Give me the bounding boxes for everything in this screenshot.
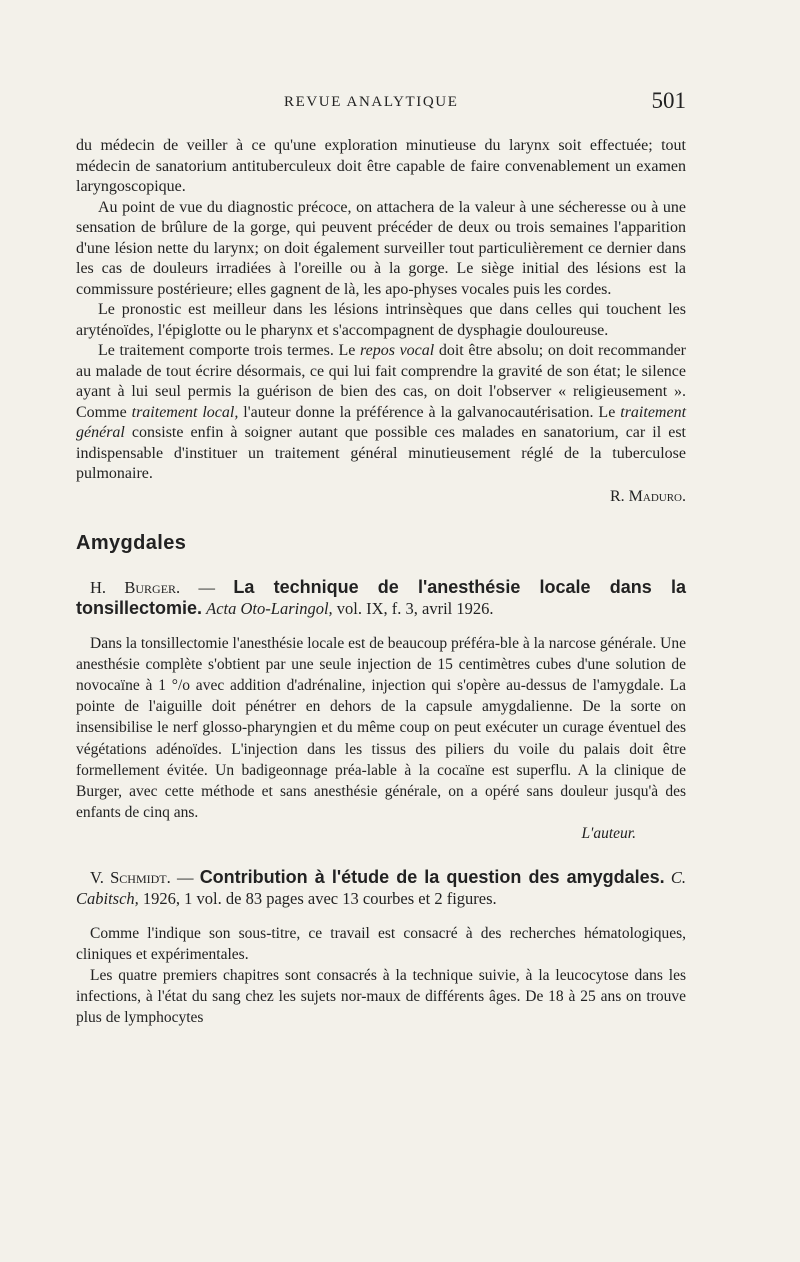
treatment-vocal-rest: repos vocal — [359, 342, 435, 359]
abstract-schmidt-p2: Les quatre premiers chapitres sont consacrés à la technique suivie, à la leucocytose dans les infections, à l'état du sang chez les sujets nor-maux de différents âges. De 18 à 25 ans on trouve plus de lymphocytes — [76, 966, 686, 1027]
reference-schmidt — [76, 867, 686, 909]
paragraph-treatment — [76, 341, 686, 485]
page-number: 501 — [651, 88, 686, 113]
treatment-general: traitement général — [76, 403, 687, 441]
paragraph-prognosis: Le pronostic est meilleur dans les lésions intrinsèques que dans celles qui touchent les aryténoïdes, l'épiglotte ou le pharynx et s'accompagnent de dysphagie douloureuse. — [76, 301, 686, 339]
running-title: REVUE ANALYTIQUE — [284, 94, 459, 110]
paragraph-early-diagnosis: Au point de vue du diagnostic précoce, on attachera de la valeur à une sécheresse ou à une sensation de brûlure de la gorge, qui peuvent précéder de deux ou trois semaines l'apparition d'une lésion nette du larynx; on doit également surveiller tout particulièrement ce dernier dans les cas de douleurs irradiées à l'oreille ou à la gorge. Le siège initial des lésions est la commissure postérieure; elles gagnent de là, les apo-physes vocales puis les cordes. — [76, 198, 686, 298]
treatment-text-c: l'auteur donne la préférence à la galvanocautérisation. Le — [238, 403, 621, 421]
reviewer-signature: R. Maduro. — [609, 487, 686, 505]
reference-burger — [76, 577, 686, 619]
paragraph-laryngoscopy: du médecin de veiller à ce qu'une exploration minutieuse du larynx soit effectuée; tout médecin de sanatorium antituberculeux doit être capable de faire convenablement un examen laryngoscopique. — [76, 137, 686, 195]
treatment-text-b: doit être absolu; on doit recommander au malade de tout écrire désormais, ce qui lui fait comprendre la gravité de son état; le silence ayant à lui seul permis la guérison de bien des cas, on doit l'observer « religieusement ». Comme — [76, 342, 686, 421]
treatment-text-a: Le traitement comporte trois termes. Le — [98, 342, 360, 359]
journal-name: Acta Oto-Laringol, — [206, 598, 333, 618]
abstract-burger — [76, 633, 686, 845]
article-title: La technique de l'anesthésie locale dans la tonsillectomie. — [76, 576, 687, 618]
dash: — — [180, 577, 234, 597]
dash: — — [170, 867, 200, 887]
publication-details: vol. IX, f. 3, avril 1926. — [332, 598, 494, 618]
page-header — [76, 88, 686, 124]
author-name: V. Schmidt. — [90, 867, 171, 887]
page-body — [76, 136, 686, 1029]
treatment-text-d: consiste enfin à soigner autant que possible ces malades en sanatorium, car il est indispensable d'instituer un traitement général minutieusement réglé de la tuberculose pulmonaire. — [76, 424, 686, 482]
abstract-text: Dans la tonsillectomie l'anesthésie locale est de beaucoup préféra-ble à la narcose générale. Une anesthésie complète s'obtient par une seule injection de 15 centimètres cubes d'une solution de novocaïne à 1 °/o avec addition d'adrénaline, injection qui s'opère au-dessus de l'amygdale. La pointe de l'aiguille doit pénétrer en dehors de la capsule amygdalienne. De la sorte on insensibilise le nerf glosso-pharyngien et du même coup on peut exécuter un curage éventuel des végétations adénoïdes. L'injection dans les tissus des piliers du voile du palais doit être formellement évitée. Un badigeonnage préa-lable à la cocaïne est superflu. A la clinique de Burger, avec cette méthode et sans anesthésie générale, on a opéré sans douleur jusqu'à des enfants de cinq ans. — [76, 634, 686, 822]
author-signature: L'auteur. — [581, 825, 636, 843]
section-heading: Amygdales — [76, 531, 187, 554]
author-name: H. Burger. — [90, 577, 181, 597]
journal-name: C. Cabitsch, — [76, 867, 686, 908]
abstract-schmidt-p1: Comme l'indique son sous-titre, ce travail est consacré à des recherches hématologiques, cliniques et expérimentales. — [76, 924, 686, 963]
treatment-local: traitement local, — [131, 403, 239, 421]
publication-details: 1926, 1 vol. de 83 pages avec 13 courbes et 2 figures. — [138, 888, 497, 908]
article-title: Contribution à l'étude de la question des amygdales. — [199, 866, 665, 887]
